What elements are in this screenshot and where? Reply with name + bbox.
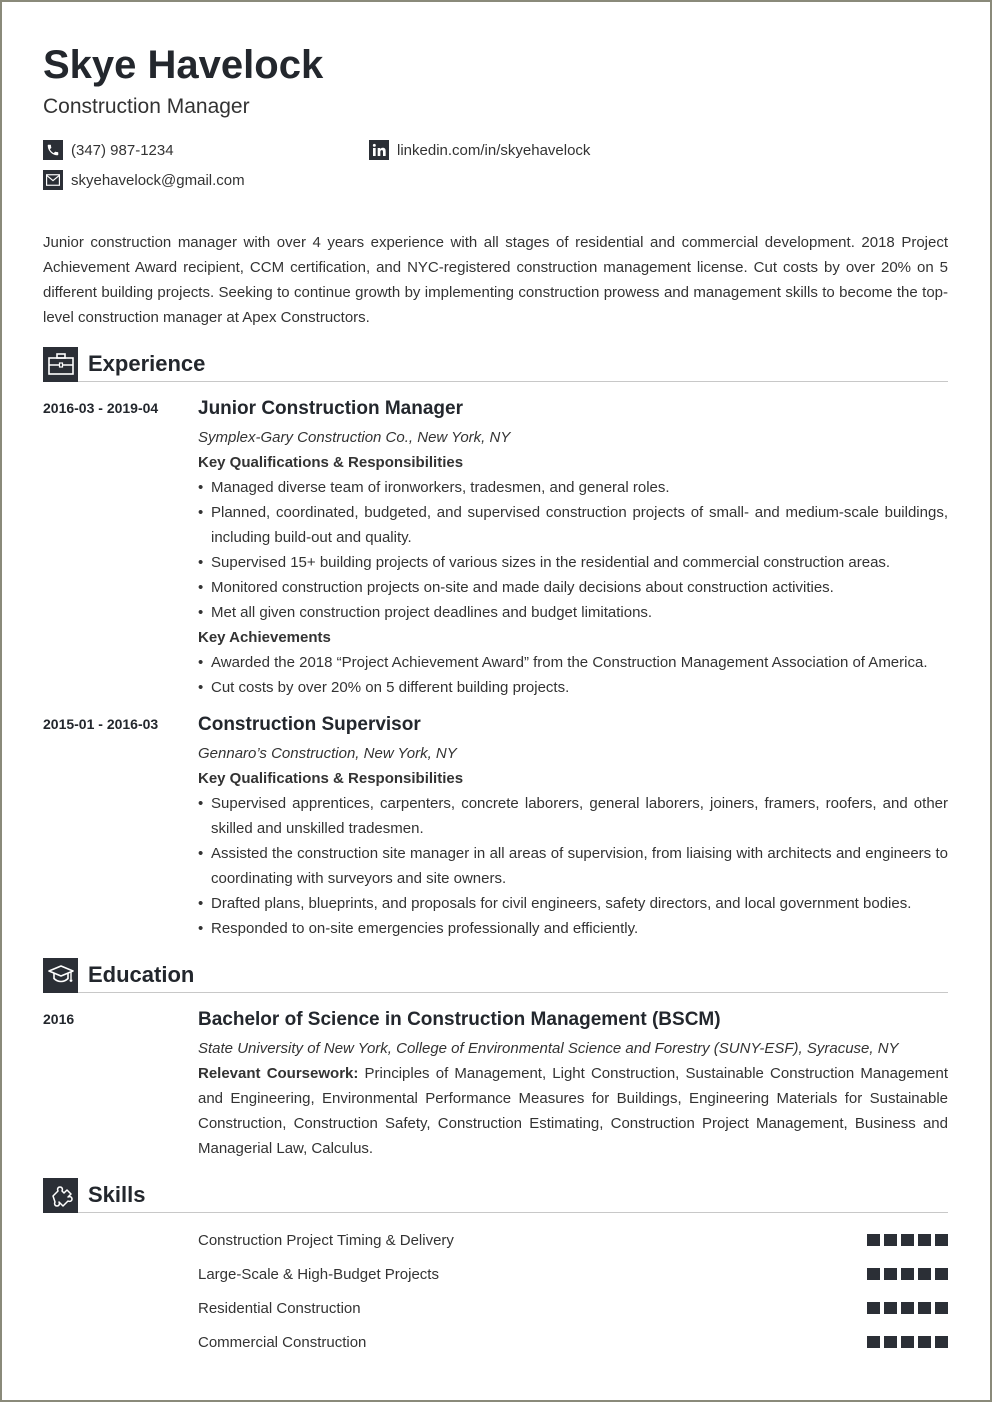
skill-level-square bbox=[918, 1336, 931, 1348]
skill-level-square bbox=[935, 1268, 948, 1280]
education-section-header bbox=[43, 957, 948, 993]
candidate-name: Skye Havelock bbox=[43, 43, 324, 87]
linkedin-icon bbox=[369, 140, 389, 160]
skill-level-square bbox=[867, 1302, 880, 1314]
skills-list bbox=[43, 1223, 948, 1359]
skill-level-square bbox=[901, 1336, 914, 1348]
education-entry bbox=[43, 1007, 948, 1161]
coursework-paragraph bbox=[198, 1061, 948, 1161]
envelope-icon bbox=[43, 170, 63, 190]
summary-paragraph: Junior construction manager with over 4 years experience with all stages of residential and commercial development. 2018 Project Achievement Award recipient, CCM certification, and NYC-registered construction management license. Cut costs by over 20% on 5 different building projects. Seeking to continue growth by implementing construction prowess and management skills to become the top-level construction manager at Apex Constructors. bbox=[43, 234, 948, 326]
experience-heading: Experience bbox=[88, 351, 206, 376]
job-dates: 2016-03 - 2019-04 bbox=[43, 400, 159, 416]
list-item: • Planned, coordinated, budgeted, and supervised construction projects of small- and medium-scale buildings, including build-out and quality. bbox=[198, 500, 948, 550]
section-divider bbox=[78, 992, 948, 993]
section-divider bbox=[78, 381, 948, 382]
skill-level-square bbox=[884, 1302, 897, 1314]
coursework-text: Principles of Management, Light Construction, Sustainable Construction Management and Engineering, Environmental Performance Measures for Buildings, Engineering Materials for Sustainable Construction, Construction Safety, Construction Estimating, Construction Project Management, Business and Managerial Law, Calculus. bbox=[198, 1065, 948, 1157]
skill-level-square bbox=[901, 1302, 914, 1314]
skill-rating bbox=[863, 1336, 948, 1348]
skills-heading: Skills bbox=[88, 1182, 146, 1207]
puzzle-icon bbox=[43, 1178, 78, 1213]
list-item: • Awarded the 2018 “Project Achievement Award” from the Construction Management Association of America. bbox=[198, 650, 948, 675]
job-title: Junior Construction Manager bbox=[198, 398, 463, 419]
list-item: • Cut costs by over 20% on 5 different building projects. bbox=[198, 675, 948, 700]
skill-level-square bbox=[884, 1234, 897, 1246]
education-heading: Education bbox=[88, 962, 195, 987]
skill-level-square bbox=[901, 1234, 914, 1246]
list-item: • Monitored construction projects on-site and made daily decisions about construction activities. bbox=[198, 575, 948, 600]
list-item: • Supervised apprentices, carpenters, concrete laborers, general laborers, joiners, framers, roofers, and other skilled and unskilled tradesmen. bbox=[198, 791, 948, 841]
skills-section-header bbox=[43, 1177, 948, 1213]
phone-text: (347) 987-1234 bbox=[71, 141, 174, 159]
skill-row bbox=[198, 1325, 948, 1359]
skill-level-square bbox=[867, 1234, 880, 1246]
list-item: • Supervised 15+ building projects of various sizes in the residential and commercial construction areas. bbox=[198, 550, 948, 575]
skill-level-square bbox=[918, 1234, 931, 1246]
skill-level-square bbox=[918, 1302, 931, 1314]
list-item: • Managed diverse team of ironworkers, tradesmen, and general roles. bbox=[198, 475, 948, 500]
skill-level-square bbox=[935, 1234, 948, 1246]
phone-icon bbox=[43, 140, 63, 160]
job-dates: 2015-01 - 2016-03 bbox=[43, 716, 159, 732]
list-item: • Responded to on-site emergencies professionally and efficiently. bbox=[198, 916, 948, 941]
skill-rating bbox=[863, 1234, 948, 1246]
skill-level-square bbox=[935, 1302, 948, 1314]
graduation-cap-icon bbox=[43, 958, 78, 993]
skill-level-square bbox=[935, 1336, 948, 1348]
briefcase-icon bbox=[43, 347, 78, 382]
qualifications-heading: Key Qualifications & Responsibilities bbox=[198, 454, 464, 471]
skill-rating bbox=[863, 1268, 948, 1280]
skill-name: Large-Scale & High-Budget Projects bbox=[198, 1265, 439, 1283]
skill-level-square bbox=[884, 1268, 897, 1280]
job-title: Construction Supervisor bbox=[198, 714, 421, 735]
list-item: • Assisted the construction site manager in all areas of supervision, from liaising with architects and engineers to coordinating with surveyors and site owners. bbox=[198, 841, 948, 891]
achievements-list bbox=[198, 650, 948, 700]
skill-name: Commercial Construction bbox=[198, 1333, 367, 1351]
qualifications-list bbox=[198, 475, 948, 625]
job-company: Gennaro’s Construction, New York, NY bbox=[198, 745, 457, 762]
skill-name: Construction Project Timing & Delivery bbox=[198, 1231, 454, 1249]
job-entry bbox=[43, 712, 948, 941]
coursework-label: Relevant Coursework: bbox=[198, 1065, 359, 1082]
skill-row bbox=[198, 1223, 948, 1257]
achievements-heading: Key Achievements bbox=[198, 629, 331, 646]
list-item: • Met all given construction project deadlines and budget limitations. bbox=[198, 600, 948, 625]
skill-level-square bbox=[901, 1268, 914, 1280]
qualifications-list bbox=[198, 791, 948, 941]
contact-block bbox=[43, 140, 948, 200]
skill-level-square bbox=[867, 1268, 880, 1280]
experience-section-header bbox=[43, 346, 948, 382]
skill-level-square bbox=[918, 1268, 931, 1280]
contact-phone bbox=[43, 140, 174, 160]
education-year: 2016 bbox=[43, 1011, 75, 1027]
skill-level-square bbox=[867, 1336, 880, 1348]
contact-linkedin bbox=[369, 140, 590, 160]
contact-email bbox=[43, 170, 245, 190]
list-item: • Drafted plans, blueprints, and proposals for civil engineers, safety directors, and local government bodies. bbox=[198, 891, 948, 916]
email-text[interactable]: skyehavelock@gmail.com bbox=[71, 171, 245, 189]
jobs-list bbox=[43, 396, 948, 941]
qualifications-heading: Key Qualifications & Responsibilities bbox=[198, 770, 464, 787]
section-divider bbox=[78, 1212, 948, 1213]
job-entry bbox=[43, 396, 948, 700]
skill-name: Residential Construction bbox=[198, 1299, 361, 1317]
skill-rating bbox=[863, 1302, 948, 1314]
job-company: Symplex-Gary Construction Co., New York, NY bbox=[198, 429, 511, 446]
skill-row bbox=[198, 1257, 948, 1291]
linkedin-text[interactable]: linkedin.com/in/skyehavelock bbox=[397, 141, 591, 159]
skill-level-square bbox=[884, 1336, 897, 1348]
degree-title: Bachelor of Science in Construction Management (BSCM) bbox=[198, 1009, 721, 1030]
candidate-title: Construction Manager bbox=[43, 95, 250, 118]
skill-row bbox=[198, 1291, 948, 1325]
school-name: State University of New York, College of Environmental Science and Forestry (SUNY-ESF), Syracuse, NY bbox=[198, 1040, 899, 1057]
